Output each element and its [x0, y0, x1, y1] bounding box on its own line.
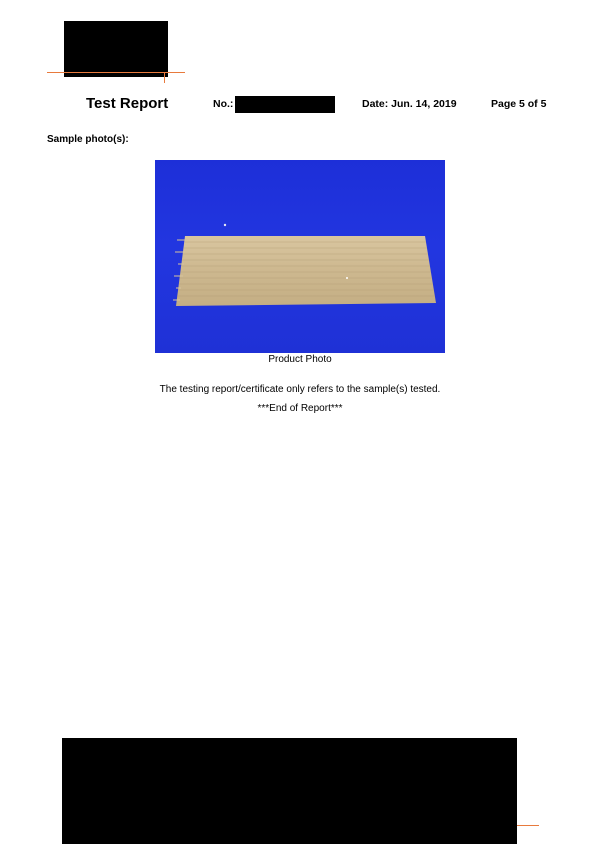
disclaimer-text: The testing report/certificate only refers to the sample(s) tested.	[159, 384, 441, 395]
page-indicator: Page 5 of 5	[491, 98, 547, 110]
end-of-report-marker: ***End of Report***	[257, 403, 343, 414]
redacted-logo	[64, 21, 168, 77]
report-title: Test Report	[86, 95, 169, 112]
product-photo	[155, 160, 445, 353]
redacted-report-number	[235, 96, 335, 113]
report-date: Date: Jun. 14, 2019	[362, 98, 457, 110]
footer-rule	[517, 825, 539, 826]
sample-photos-heading: Sample photo(s):	[47, 134, 129, 145]
redacted-footer	[62, 738, 517, 844]
report-number-label: No.:	[213, 98, 234, 110]
photo-caption: Product Photo	[268, 354, 332, 365]
header-rule-tick	[164, 72, 165, 83]
